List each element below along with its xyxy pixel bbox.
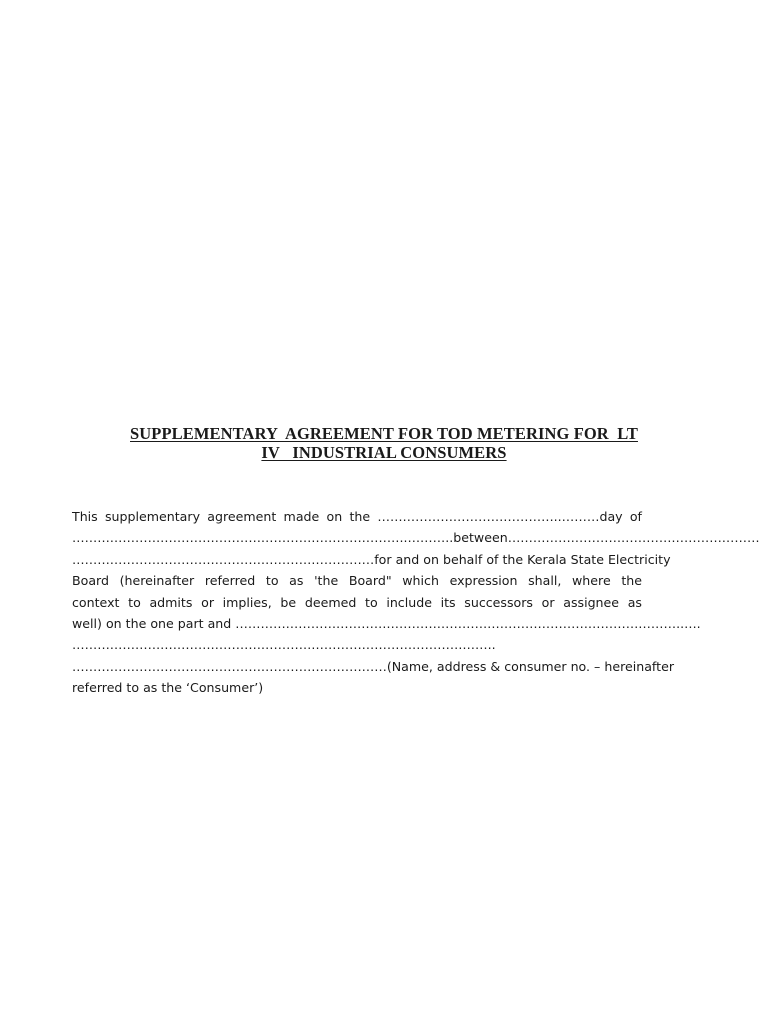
paragraph-line-1: This supplementary agreement made on the ……………………………………..………day of	[72, 509, 642, 524]
document-title	[60, 424, 708, 462]
paragraph-line-2: ……………………………………………………………………..………..between……………………………………………………	[72, 530, 760, 546]
paragraph-line-7: ………………………………………………………………………………………..	[72, 637, 496, 653]
agreement-paragraph	[72, 506, 760, 699]
paragraph-line-6: well) on the one part and ……………………………………………………………………………………………..….	[72, 615, 701, 631]
title-line-1: SUPPLEMENTARY AGREEMENT FOR TOD METERING FOR LT	[130, 424, 638, 443]
paragraph-line-4: Board (hereinafter referred to as 'the Board" which expression shall, where the	[72, 573, 642, 589]
paragraph-line-3: ………………………………………………………………for and on behalf of the Kerala State Electricity	[72, 551, 671, 567]
paragraph-line-5: context to admits or implies, be deemed to include its successors or assignee as	[72, 594, 642, 610]
paragraph-line-8: …………………………………………………………………(Name, address & consumer no. – hereinafter	[72, 658, 674, 674]
paragraph-line-9: referred to as the ‘Consumer’)	[72, 680, 264, 696]
title-line-2: IV INDUSTRIAL CONSUMERS	[261, 443, 507, 462]
